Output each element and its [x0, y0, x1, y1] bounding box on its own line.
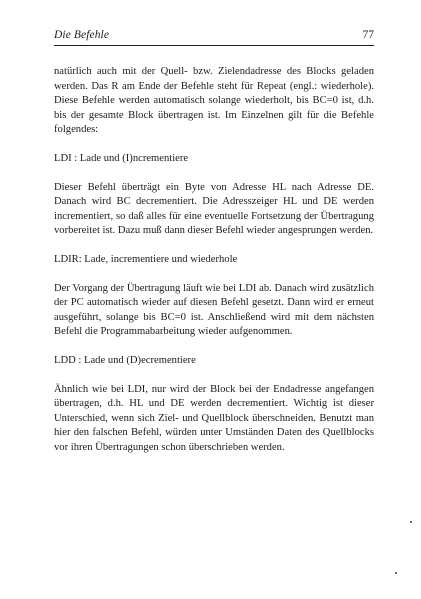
heading-ldd: LDD : Lade und (D)ecrementiere [54, 354, 196, 366]
heading-ldir: LDIR: Lade, incrementiere und wiederhole [54, 253, 238, 265]
paragraph-ldir: Der Vorgang der Übertragung läuft wie bei LDI ab. Danach wird zusätzlich der PC automatisch wieder auf diesen Befehl gesetzt. Dann wird er erneut ausgeführt, solange bis BC=0 ist. Anschließend wird mit dem nächsten Befehl die Programmabarbeitung wieder aufgenommen. [54, 282, 374, 338]
paragraph-ldd: Ähnlich wie bei LDI, nur wird der Block bei der Endadresse angefangen übertragen, d.h. HL und DE werden decrementiert. Wichtig ist dieser Unterschied, wenn sich Ziel- und Quellblock überschneiden. Benutzt man hier den falschen Befehl, würden unter Umständen Daten des Quellblocks vor ihren Übertragungen schon überschrieben werden. [54, 383, 374, 453]
paragraph-ldi: Dieser Befehl überträgt ein Byte von Adresse HL nach Adresse DE. Danach wird BC decrementiert. Die Adresszeiger HL und DE werden incrementiert, so daß alles für eine eventuelle Fortsetzung der Übertragung vorbereitet ist. Dazu muß dann dieser Befehl wieder angesprungen werden. [54, 181, 374, 237]
paragraph-intro: natürlich auch mit der Quell- bzw. Zielendadresse des Blocks geladen werden. Das R am Ende der Befehle steht für Repeat (engl.: wiederhole). Diese Befehle werden automatisch solange wiederholt, bis BC=0 ist, d.h. bis der gesamte Block übertragen ist. Im Einzelnen gilt für die Befehle folgendes: [54, 66, 374, 136]
scan-speck [410, 521, 412, 523]
scan-speck [395, 572, 397, 574]
page-number: 77 [362, 29, 374, 41]
heading-ldi: LDI : Lade und (I)ncrementiere [54, 152, 189, 164]
running-header [54, 27, 374, 46]
body-text [54, 65, 374, 469]
running-title: Die Befehle [54, 29, 110, 41]
